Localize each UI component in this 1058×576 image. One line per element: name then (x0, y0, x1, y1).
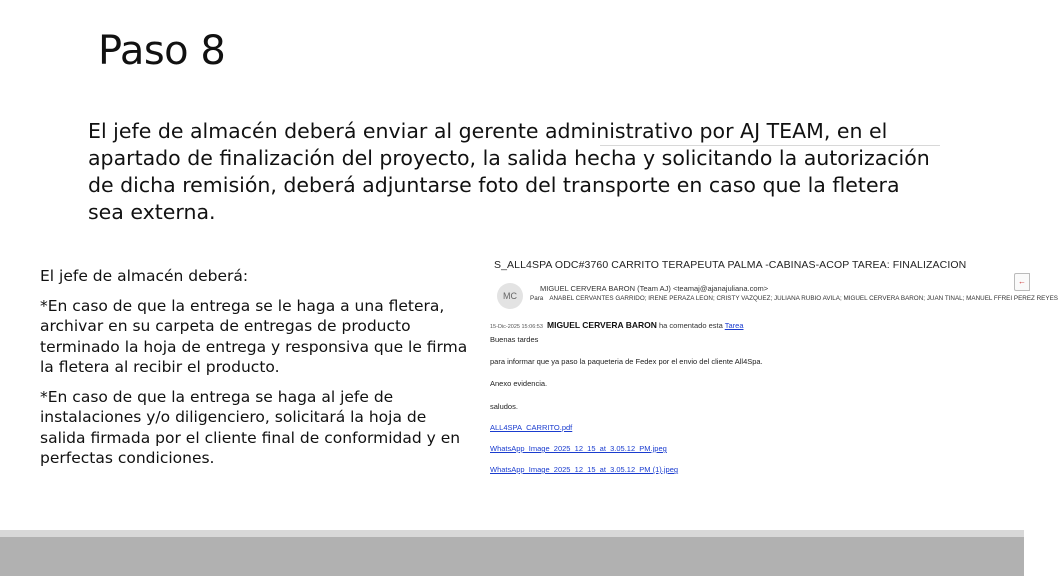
attachment-link[interactable]: WhatsApp_Image_2025_12_15_at_3.05.12_PM.jpeg (490, 444, 667, 453)
left-heading: El jefe de almacén deberá: (40, 267, 249, 285)
email-sender: MIGUEL CERVERA BARON (Team AJ) <teamaj@ajanajuliana.com> (540, 284, 769, 293)
task-link[interactable]: Tarea (724, 321, 744, 330)
comment-meta (490, 320, 744, 330)
left-paragraph-2: *En caso de que la entrega se haga al jefe de instalaciones y/o diligenciero, solicitará la hoja de salida firmada por el cliente final de conformidad y en perfectas condiciones. (40, 387, 461, 467)
email-line-3: saludos. (490, 402, 518, 411)
bottom-strip (0, 530, 1024, 537)
email-subject: S_ALL4SPA ODC#3760 CARRITO TERAPEUTA PALMA -CABINAS-ACOP TAREA: FINALIZACION (494, 259, 967, 271)
email-line-1: para informar que ya paso la paqueteria de Fedex por el envio del cliente All4Spa. (490, 357, 763, 366)
comment-date: 15-Dic-2025 15:06:53 (490, 324, 543, 330)
attachment-link[interactable]: ALL4SPA_CARRITO.pdf (490, 423, 573, 432)
intro-paragraph: El jefe de almacén deberá enviar al gerente administrativo por AJ TEAM, en el apartado de finalización del proyecto, la salida hecha y solicitando la autorización de dicha remisión, deberá adjuntarse foto del transporte en caso que la fletera sea externa. (88, 119, 930, 224)
left-paragraph-1: *En caso de que la entrega se le haga a una fletera, archivar en su carpeta de entregas de producto terminado la hoja de entrega y responsiva que le firma la fletera al recibir el producto. (40, 296, 468, 376)
slide-title: Paso 8 (98, 28, 226, 74)
email-greeting: Buenas tardes (490, 335, 539, 344)
reply-arrow-icon[interactable]: ← (1014, 273, 1030, 291)
email-line-2: Anexo evidencia. (490, 379, 548, 388)
left-column (40, 266, 470, 478)
comment-action: ha comentado esta (658, 321, 723, 330)
avatar: MC (497, 283, 523, 309)
to-list: ANABEL CERVANTES GARRIDO; IRENE PERAZA LEON; CRISTY VAZQUEZ; JULIANA RUBIO AVILA; MIGUEL CERVERA BARON; JUAN TINAL; MANUEL FFREI PEREZ REYES (549, 295, 1058, 302)
email-screenshot (488, 256, 1058, 486)
to-label: Para (530, 295, 544, 302)
email-recipients (530, 295, 1058, 302)
comment-author: MIGUEL CERVERA BARON (547, 320, 657, 330)
attachment-link[interactable]: WhatsApp_Image_2025_12_15_at_3.05.12_PM (1).jpeg (490, 465, 679, 474)
